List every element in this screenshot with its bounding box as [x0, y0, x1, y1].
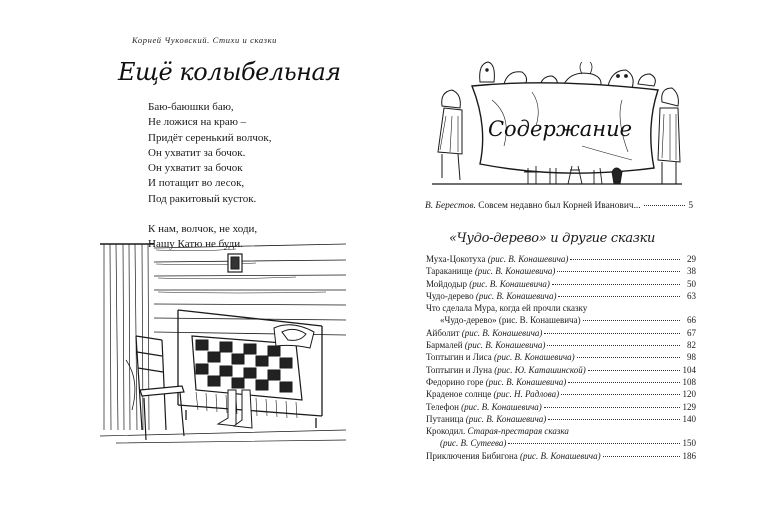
entry-title: Мойдодыр [426, 278, 468, 289]
right-holder [658, 88, 680, 184]
entry-page-number: 66 [687, 315, 696, 326]
entry-title: Что сделала Мура, когда ей прочли сказку [426, 303, 588, 314]
leader-dots [577, 357, 680, 358]
entry-illustrator: (рис. В. Конашевича) [498, 315, 581, 326]
poem-line: Нашу Катю не буди. [148, 238, 243, 251]
poem-line: Он ухватит за бочок [148, 162, 243, 175]
entry-page-number: 150 [682, 438, 696, 449]
table-of-contents [426, 253, 696, 462]
entry-page-number: 186 [682, 450, 696, 461]
entry-page-number: 50 [687, 278, 696, 289]
entry-illustrator: (рис. В. Конашевича) [520, 450, 601, 461]
entry-page-number: 63 [687, 290, 696, 301]
left-holder [438, 90, 462, 180]
leader-dots [588, 370, 680, 371]
toc-entry [426, 339, 696, 351]
poem-line: Под ракитовый кусток. [148, 192, 257, 205]
poem-line: Он ухватит за бочок. [148, 146, 246, 159]
entry-title: Муха-Цокотуха [426, 254, 486, 264]
entry-title: Бармалей [426, 340, 463, 351]
entry-page-number: 104 [682, 364, 696, 375]
toc-entry [426, 364, 696, 376]
entry-page-number: 29 [687, 254, 696, 264]
entry-title: Айболит [426, 327, 460, 338]
running-head: Корней Чуковский. Стихи и сказки [132, 35, 278, 45]
leader-dots [548, 419, 680, 420]
entry-title-continued: «Чудо-дерево» [440, 315, 497, 326]
entry-title: Топтыгин и Лиса [426, 352, 492, 363]
cradle-illustration [96, 240, 346, 446]
leader-dots [568, 382, 680, 383]
leader-dots [552, 284, 680, 285]
entry-title: Тараканище [426, 266, 473, 277]
toc-entry [426, 302, 696, 327]
poem-stanza [148, 100, 272, 207]
leader-dots [603, 456, 680, 457]
intro-title: Совсем недавно был Корней Иванович... [478, 201, 641, 211]
entry-title: Краденое солнце [426, 389, 492, 400]
chair [126, 336, 184, 440]
toc-entry [426, 401, 696, 413]
leader-dots [644, 205, 686, 206]
toc-entry [426, 413, 696, 425]
toc-entry [426, 253, 696, 265]
toc-entry [426, 425, 696, 450]
entry-illustrator: (рис. В. Конашевича) [461, 327, 543, 338]
entry-page-number: 82 [687, 340, 696, 351]
entry-title: Путаница [426, 413, 464, 424]
toc-entry [426, 327, 696, 339]
leader-dots [544, 407, 680, 408]
entry-page-number: 140 [682, 413, 696, 424]
entry-illustrator: (рис. Ю. Каташинской) [494, 364, 586, 375]
entry-page-number: 129 [682, 401, 696, 412]
toc-entry [426, 351, 696, 363]
entry-title: Федорино горе [426, 376, 484, 387]
leader-dots [557, 271, 680, 272]
entry-illustrator: (рис. В. Конашевича) [487, 254, 569, 264]
entry-illustrator: (рис. В. Конашевича) [469, 278, 550, 289]
banner-title: Содержание [487, 117, 633, 141]
leader-dots [544, 333, 680, 334]
entry-title: Крокодил. [426, 426, 466, 437]
entry-illustrator: (рис. В. Конашевича) [494, 352, 575, 363]
entry-page-number: 108 [682, 376, 696, 387]
leader-dots [508, 443, 680, 444]
poem-line: И потащит во лесок, [148, 177, 245, 190]
poem-line: Придёт серенький волчок, [148, 131, 272, 144]
entry-page-number: 67 [687, 327, 696, 338]
entry-illustrator: (рис. В. Конашевича) [475, 290, 557, 301]
entry-page-number: 98 [687, 352, 696, 363]
entry-illustrator: (рис. В. Конашевича) [485, 376, 567, 387]
entry-illustrator: (рис. В. Конашевича) [465, 413, 547, 424]
entry-title: Чудо-дерево [426, 290, 474, 301]
leader-dots [547, 345, 680, 346]
entry-title: Телефон [426, 401, 459, 412]
entry-illustrator: (рис. В. Сутеева) [440, 438, 507, 449]
toc-entry [426, 450, 696, 462]
toc-entry [426, 388, 696, 400]
entry-illustrator: (рис. В. Конашевича) [474, 266, 556, 277]
toc-entry [426, 290, 696, 302]
entry-title: Топтыгин и Луна [426, 364, 492, 375]
poem-line: К нам, волчок, не ходи, [148, 223, 258, 236]
leader-dots [561, 394, 680, 395]
entry-illustrator: (рис. В. Конашевича) [461, 401, 542, 412]
leader-dots [558, 296, 680, 297]
entry-illustrator: (рис. Н. Радлова) [493, 389, 560, 400]
contents-banner-illustration [432, 56, 682, 188]
poem-title: Ещё колыбельная [118, 58, 341, 86]
poem-line: Не ложися на краю – [148, 116, 247, 129]
intro-page-number: 5 [688, 201, 693, 211]
log-wall [154, 244, 346, 335]
toc-entry [426, 376, 696, 388]
entry-page-number: 120 [682, 389, 696, 400]
leader-dots [583, 320, 680, 321]
leader-dots [570, 259, 680, 260]
entry-subtitle: Старая-престарая сказка [467, 426, 569, 437]
entry-title: Приключения Бибигона [426, 450, 518, 461]
toc-entry [426, 265, 696, 277]
poem-line: Баю-баюшки баю, [148, 101, 234, 113]
intro-author: В. Берестов. [425, 201, 476, 211]
toc-entry [426, 278, 696, 290]
entry-page-number: 38 [687, 266, 696, 277]
toc-intro-entry [425, 201, 693, 211]
section-title: «Чудо-дерево» и другие сказки [449, 231, 656, 246]
entry-illustrator: (рис. В. Конашевича) [464, 340, 546, 351]
